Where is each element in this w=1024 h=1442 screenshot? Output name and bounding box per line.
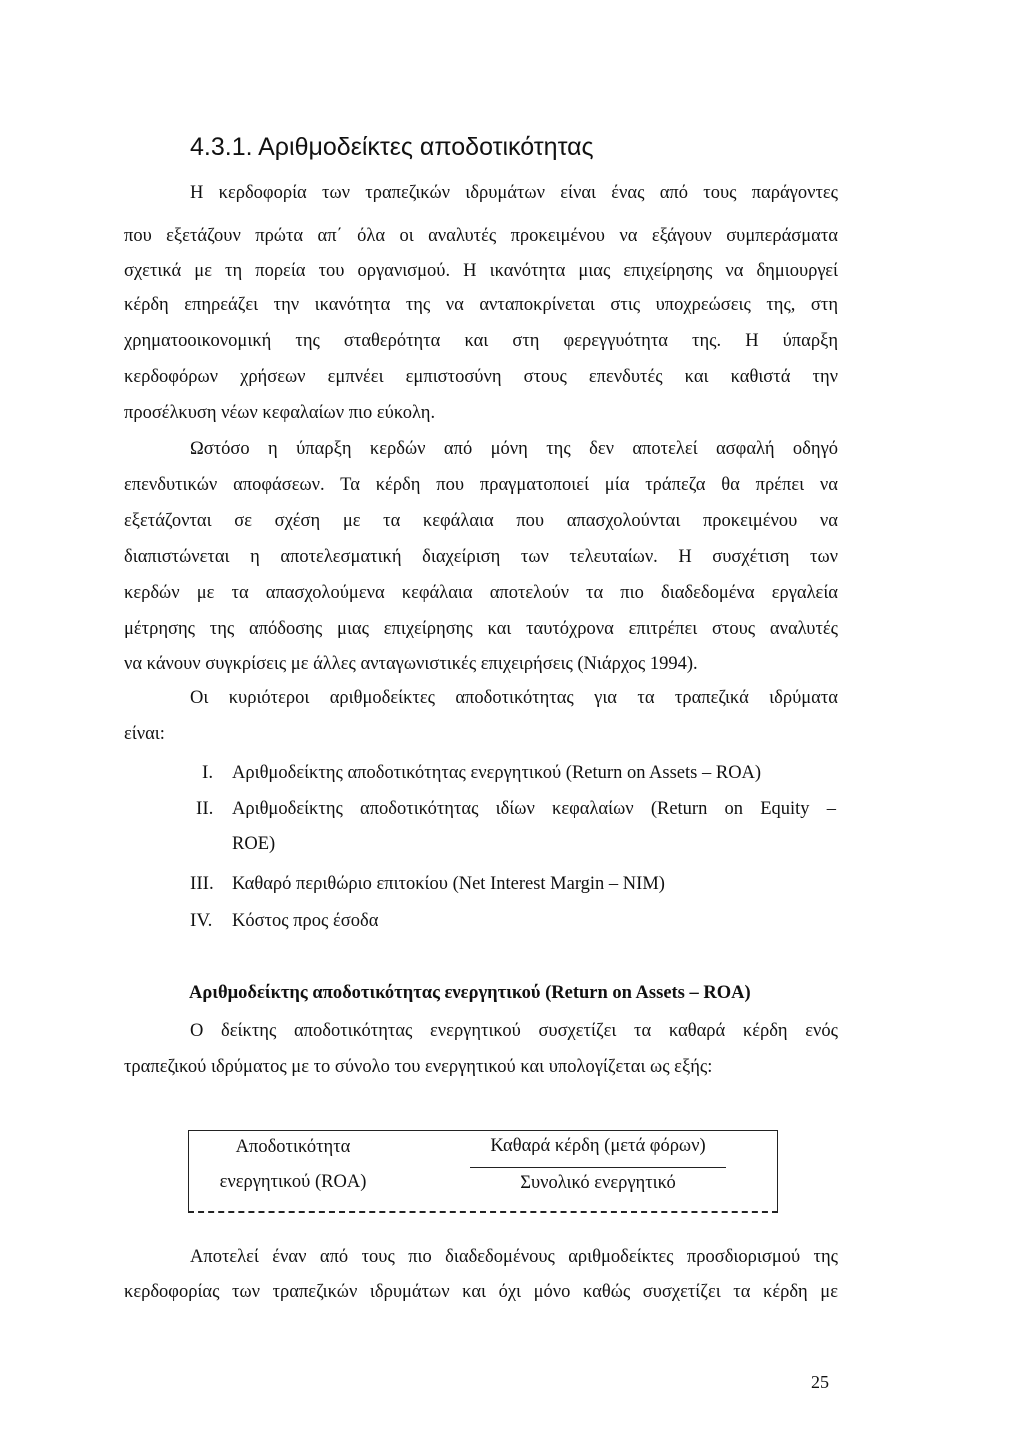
list-item: Αριθμοδείκτης αποδοτικότητας ιδίων κεφαλαίων (Return on Equity – [232,799,836,819]
paragraph-line: κερδών με τα απασχολούμενα κεφάλαια αποτελούν τα πιο διαδεδομένα εργαλεία [124,583,838,603]
paragraph-line: μέτρησης της απόδοσης μιας επιχείρησης και ταυτόχρονα επιτρέπει στους αναλυτές [124,619,838,639]
list-numeral: III. [190,873,214,894]
paragraph-line: Αποτελεί έναν από τους πιο διαδεδομένους αριθμοδείκτες προσδιορισμού της [190,1247,838,1267]
formula-numerator: Καθαρά κέρδη (μετά φόρων) [490,1136,706,1156]
paragraph-line: Ωστόσο η ύπαρξη κερδών από μόνη της δεν αποτελεί ασφαλή οδηγό [190,439,838,459]
list-numeral: IV. [190,910,213,931]
paragraph-line: Η κερδοφορία των τραπεζικών ιδρυμάτων είναι ένας από τους παράγοντες [190,183,838,203]
paragraph-line: είναι: [124,724,165,744]
subsection-heading: Αριθμοδείκτης αποδοτικότητας ενεργητικού (Return on Assets – ROA) [189,983,751,1003]
list-item: Κόστος προς έσοδα [232,911,379,931]
paragraph-line: σχετικά με τη πορεία του οργανισμού. Η ικανότητα μιας επιχείρησης να δημιουργεί [124,261,838,281]
paragraph-line: Ο δείκτης αποδοτικότητας ενεργητικού συσχετίζει τα καθαρά κέρδη ενός [190,1021,838,1041]
formula-denominator: Συνολικό ενεργητικό [520,1173,676,1193]
paragraph-line: κερδοφορίας των τραπεζικών ιδρυμάτων και όχι μόνο καθώς συσχετίζει τα κέρδη με [124,1282,838,1302]
paragraph-line: κερδοφόρων χρήσεων εμπνέει εμπιστοσύνη στους επενδυτές και καθιστά την [124,367,838,387]
paragraph-line: διαπιστώνεται η αποτελεσματική διαχείριση των τελευταίων. Η συσχέτιση των [124,547,838,567]
paragraph-line: χρηματοοικονομική της σταθερότητα και στη φερεγγυότητα της. Η ύπαρξη [124,331,838,351]
paragraph-line: που εξετάζουν πρώτα απ΄ όλα οι αναλυτές προκειμένου να εξάγουν συμπεράσματα [124,226,838,246]
page-number: 25 [811,1372,829,1392]
paragraph-line: τραπεζικού ιδρύματος με το σύνολο του ενεργητικού και υπολογίζεται ως εξής: [124,1057,713,1077]
list-numeral: II. [196,798,214,819]
list-item-continuation: ROE) [232,834,276,854]
paragraph-line: κέρδη επηρεάζει την ικανότητα της να ανταποκρίνεται στις υποχρεώσεις της, στη [124,295,838,315]
formula-label: ενεργητικού (ROA) [219,1172,367,1192]
paragraph-line: εξετάζονται σε σχέση με τα κεφάλαια που απασχολούνται προκειμένου να [124,511,838,531]
list-item: Αριθμοδείκτης αποδοτικότητας ενεργητικού (Return on Assets – ROA) [232,763,762,783]
fraction-bar [470,1167,726,1168]
paragraph-line: Οι κυριότεροι αριθμοδείκτες αποδοτικότητας για τα τραπεζικά ιδρύματα [190,688,838,708]
paragraph-line: να κάνουν συγκρίσεις με άλλες ανταγωνιστικές επιχειρήσεις (Νιάρχος 1994). [124,654,698,674]
paragraph-line: προσέλκυση νέων κεφαλαίων πιο εύκολη. [124,403,436,423]
section-heading: 4.3.1. Αριθμοδείκτες αποδοτικότητας [190,133,594,161]
paragraph-line: επενδυτικών αποφάσεων. Τα κέρδη που πραγματοποιεί μία τράπεζα θα πρέπει να [124,475,838,495]
list-numeral: I. [202,762,214,783]
formula-label: Αποδοτικότητα [235,1137,351,1157]
list-item: Καθαρό περιθώριο επιτοκίου (Net Interest Margin – NIM) [232,874,665,894]
